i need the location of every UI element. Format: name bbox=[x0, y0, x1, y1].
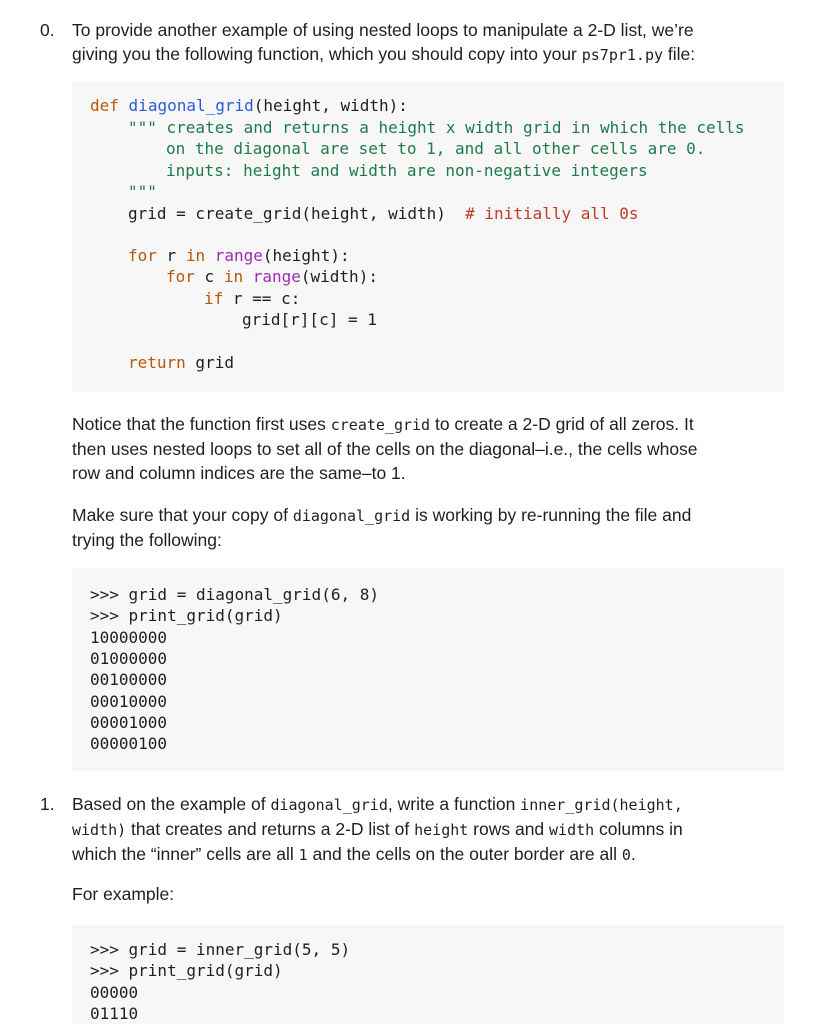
code-line-grid-create: grid = create_grid(height, width) # initially all 0s bbox=[128, 204, 639, 223]
code-line-return: return grid bbox=[128, 353, 234, 372]
item0-paragraph bbox=[72, 18, 772, 67]
docstring-line: inputs: height and width are non-negative integers bbox=[166, 161, 648, 180]
code-block-diagonal-grid bbox=[72, 82, 784, 392]
docstring-line: on the diagonal are set to 1, and all other cells are 0. bbox=[166, 139, 706, 158]
makesure-paragraph: Make sure that your copy of diagonal_grid is working by re-running the file and trying the following: bbox=[72, 505, 692, 550]
example-label: For example: bbox=[72, 884, 175, 904]
docstring-line: """ bbox=[128, 182, 157, 201]
item0-line2-end: file: bbox=[663, 44, 696, 64]
filename-code: ps7pr1.py bbox=[581, 46, 664, 64]
code-line-def: def diagonal_grid(height, width): bbox=[90, 96, 408, 115]
console-line: 00001000 bbox=[90, 713, 168, 732]
console-line: >>> print_grid(grid) bbox=[90, 961, 283, 980]
console-line: 00000100 bbox=[90, 734, 168, 753]
console-line: >>> print_grid(grid) bbox=[90, 606, 283, 625]
console-line: 01110 bbox=[90, 1004, 139, 1023]
code-block-inner-example bbox=[72, 925, 784, 1024]
diagonal-grid-code: diagonal_grid bbox=[292, 507, 411, 525]
notice-paragraph: Notice that the function first uses create_grid to create a 2-D grid of all zeros. It then uses nested loops to set all of the cells on the diagonal–i.e., the cells whose row and column indices are the same–to 1. bbox=[72, 414, 698, 483]
console-line: 01000000 bbox=[90, 649, 168, 668]
item0-line1: To provide another example of using nested loops to manipulate a 2-D list, we’re bbox=[72, 20, 694, 40]
console-line: 00000 bbox=[90, 983, 139, 1002]
console-line: >>> grid = inner_grid(5, 5) bbox=[90, 940, 351, 959]
create-grid-code: create_grid bbox=[330, 416, 431, 434]
console-line: 10000000 bbox=[90, 628, 168, 647]
item0-line2-text: giving you the following function, which you should copy into your bbox=[72, 44, 582, 64]
item1-paragraph: Based on the example of diagonal_grid, write a function inner_grid(height, width) that creates and returns a 2-D list of height rows and width columns in which the “inner” cells are all 1 and the cells on the outer border are all 0. bbox=[72, 794, 683, 864]
docstring-line: """ creates and returns a height x width grid in which the cells bbox=[128, 118, 745, 137]
code-line-if: if r == c: bbox=[204, 289, 301, 308]
code-line-for-r: for r in range(height): bbox=[128, 246, 350, 265]
console-line: 00100000 bbox=[90, 670, 168, 689]
console-line: 00010000 bbox=[90, 692, 168, 711]
console-line: >>> grid = diagonal_grid(6, 8) bbox=[90, 585, 379, 604]
item-number-0: 0. bbox=[40, 20, 55, 40]
item-number-1: 1. bbox=[40, 794, 55, 814]
code-line-for-c: for c in range(width): bbox=[166, 267, 378, 286]
code-line-assign: grid[r][c] = 1 bbox=[242, 310, 377, 329]
code-block-diagonal-example bbox=[72, 568, 784, 771]
